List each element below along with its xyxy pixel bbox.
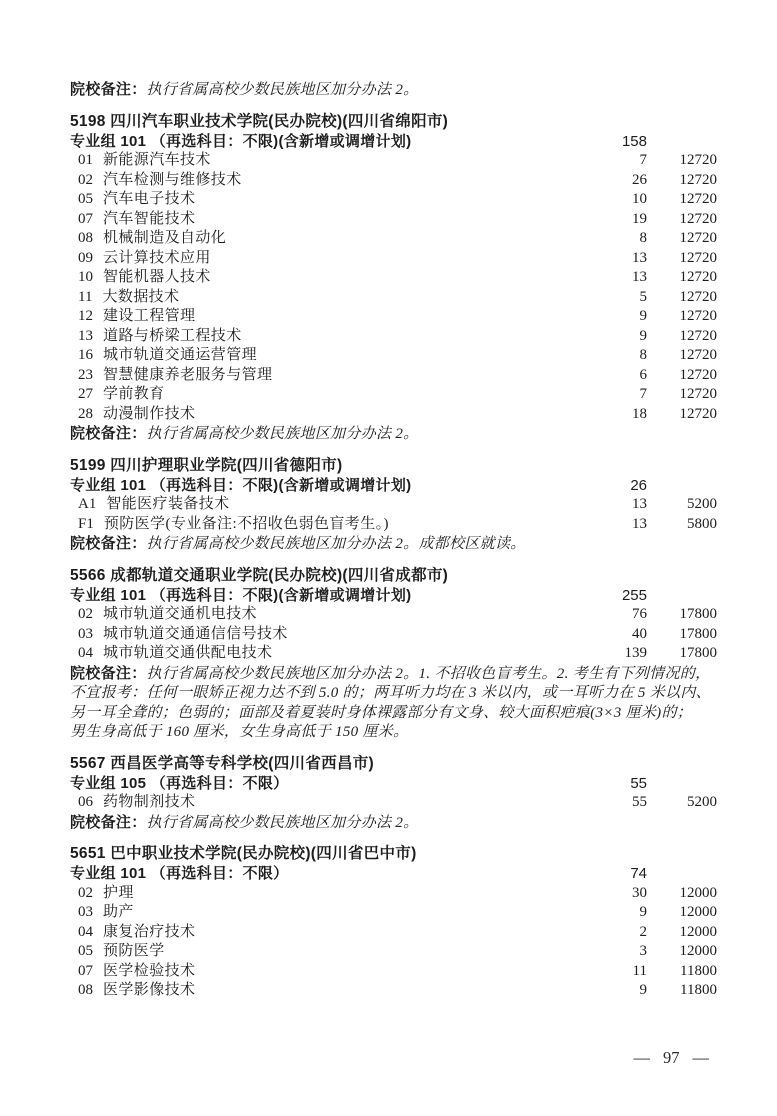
major-code: 03: [78, 625, 93, 642]
major-tuition-fee: 11800: [680, 962, 717, 979]
major-plan-count: 7: [639, 152, 647, 168]
major-code: 10: [78, 269, 93, 285]
major-plan-count: 5: [639, 288, 647, 305]
major-plan-count: 76: [632, 606, 647, 622]
major-name: 药物制剂技术: [103, 794, 196, 810]
major-code: 07: [78, 210, 93, 227]
major-tuition-fee: 12720: [679, 191, 717, 207]
remark-text: 执行省属高校少数民族地区加分办法 2。: [146, 82, 419, 98]
major-code: 13: [78, 327, 93, 344]
remark-text: 执行省属高校少数民族地区加分办法 2。: [146, 426, 419, 442]
major-tuition-fee: 12000: [679, 943, 717, 959]
major-code: 05: [78, 943, 93, 959]
major-tuition-fee: 12720: [679, 210, 717, 227]
major-code: 09: [78, 249, 93, 266]
group-plan-total: 74: [630, 865, 647, 882]
major-tuition-fee: 5200: [687, 496, 717, 512]
major-tuition-fee: 12720: [679, 308, 717, 324]
major-name: 城市轨道交通通信信号技术: [103, 625, 288, 642]
major-plan-count: 40: [632, 625, 647, 642]
major-name: 城市轨道交通机电技术: [103, 606, 258, 622]
major-row: [70, 884, 717, 904]
major-plan-count: 2: [639, 923, 647, 940]
major-row: [70, 171, 717, 191]
major-plan-count: 13: [632, 269, 647, 285]
major-tuition-fee: 5800: [687, 515, 717, 532]
group-plan-total: 255: [621, 586, 647, 604]
school-remark: [70, 424, 717, 445]
major-code: 12: [78, 308, 93, 324]
school-remark: [70, 80, 717, 101]
remark-text: 执行省属高校少数民族地区加分办法 2。: [146, 814, 419, 831]
major-tuition-fee: 12720: [679, 288, 717, 305]
major-row: [70, 229, 717, 249]
major-row: [70, 366, 717, 386]
group-plan-total: 158: [621, 132, 647, 150]
major-name: 城市轨道交通运营管理: [103, 347, 258, 363]
school-remark: [70, 664, 717, 743]
major-row: [70, 210, 717, 230]
major-plan-count: 8: [639, 347, 647, 363]
remark-label: 院校备注：: [70, 425, 147, 442]
major-plan-count: 9: [639, 308, 647, 324]
remark-line: [70, 664, 717, 685]
major-plan-count: 9: [639, 327, 647, 344]
major-code: 06: [78, 794, 93, 810]
major-name: 道路与桥梁工程技术: [103, 327, 242, 344]
major-group-row: [70, 864, 717, 884]
page-number: 97: [663, 1048, 680, 1067]
major-name: 汽车检测与维修技术: [103, 171, 242, 188]
major-tuition-fee: 12000: [679, 884, 717, 901]
major-plan-count: 8: [639, 230, 647, 246]
school-remark: [70, 534, 717, 555]
footer-dash-right: —: [692, 1048, 709, 1067]
major-tuition-fee: 12720: [679, 366, 717, 383]
major-tuition-fee: 12000: [679, 904, 717, 920]
major-code: 27: [78, 386, 93, 402]
major-name: 机械制造及自动化: [103, 230, 227, 246]
major-group-title: 专业组 101 （再选科目：不限)(含新增或调增计划): [70, 586, 412, 604]
major-plan-count: 19: [632, 210, 647, 227]
major-name: 医学影像技术: [103, 982, 196, 998]
remark-line: 男生身高低于 160 厘米，女生身高低于 150 厘米。: [70, 724, 409, 740]
major-plan-count: 55: [632, 794, 647, 810]
major-name: 助产: [103, 904, 134, 920]
major-tuition-fee: 17800: [679, 645, 717, 661]
major-code: 04: [78, 645, 93, 661]
school-block-5198: [70, 111, 717, 445]
major-code: 08: [78, 230, 93, 246]
major-row: [70, 793, 717, 813]
remark-text: 执行省属高校少数民族地区加分办法 2。成都校区就读。: [146, 536, 526, 552]
school-block-5567: [70, 753, 717, 834]
major-code: 07: [78, 962, 93, 979]
major-code: 05: [78, 191, 93, 207]
major-row: [70, 495, 717, 515]
major-name: 护理: [103, 884, 134, 901]
major-name: 医学检验技术: [103, 962, 196, 979]
major-tuition-fee: 12720: [679, 152, 717, 168]
major-group-row: [70, 774, 717, 794]
major-plan-count: 9: [639, 982, 647, 998]
major-plan-count: 13: [632, 496, 647, 512]
major-row: [70, 605, 717, 625]
major-tuition-fee: 17800: [679, 606, 717, 622]
major-row: [70, 405, 717, 425]
major-tuition-fee: 12720: [679, 405, 717, 422]
school-header: 5567 西昌医学高等专科学校(四川省西昌市): [70, 754, 375, 772]
school-block-5199: [70, 455, 717, 555]
page-footer: [634, 1048, 710, 1068]
remark-label: 院校备注：: [70, 81, 147, 98]
major-code: F1: [78, 515, 94, 532]
major-group-title: 专业组 101 （再选科目：不限）: [70, 865, 289, 882]
remark-text: 执行省属高校少数民族地区加分办法 2。1. 不招收色盲考生。2. 考生有下列情况的，: [146, 665, 711, 682]
major-plan-count: 30: [632, 884, 647, 901]
group-plan-total: 26: [630, 476, 647, 494]
major-row: [70, 962, 717, 982]
major-name: 云计算技术应用: [103, 249, 211, 266]
major-name: 预防医学: [103, 943, 165, 959]
major-group-title: 专业组 101 （再选科目：不限)(含新增或调增计划): [70, 476, 412, 494]
major-plan-count: 6: [639, 366, 647, 383]
major-group-row: [70, 132, 717, 152]
major-plan-count: 139: [624, 645, 647, 661]
remark-label: 院校备注：: [70, 813, 147, 831]
major-name: 智能机器人技术: [103, 269, 211, 285]
major-row: [70, 515, 717, 535]
major-group-title: 专业组 105 （再选科目：不限）: [70, 774, 289, 792]
major-name: 城市轨道交通供配电技术: [103, 645, 273, 661]
major-plan-count: 11: [632, 962, 647, 979]
major-group-row: [70, 586, 717, 606]
major-tuition-fee: 12720: [679, 230, 717, 246]
major-plan-count: 26: [632, 171, 647, 188]
major-code: A1: [78, 496, 97, 512]
major-tuition-fee: 12720: [679, 327, 717, 344]
major-code: 02: [78, 606, 93, 622]
major-row: [70, 644, 717, 664]
major-tuition-fee: 11800: [680, 982, 717, 998]
major-row: [70, 268, 717, 288]
major-tuition-fee: 12720: [679, 386, 717, 402]
major-tuition-fee: 17800: [679, 625, 717, 642]
major-code: 04: [78, 923, 93, 940]
major-row: [70, 151, 717, 171]
major-code: 11: [78, 288, 93, 305]
major-tuition-fee: 12720: [679, 249, 717, 266]
remark-line: 不宜报考：任何一眼矫正视力达不到 5.0 的；两耳听力均在 3 米以内，或一耳听力在 5 米以内、: [70, 685, 711, 701]
major-name: 智慧健康养老服务与管理: [103, 366, 273, 383]
major-row: [70, 346, 717, 366]
major-name: 汽车电子技术: [103, 191, 196, 207]
major-row: [70, 307, 717, 327]
major-name: 动漫制作技术: [103, 405, 196, 422]
major-row: [70, 288, 717, 308]
major-row: [70, 327, 717, 347]
major-plan-count: 13: [632, 249, 647, 266]
school-header: 5198 四川汽车职业技术学院(民办院校)(四川省绵阳市): [70, 112, 449, 130]
remark-label: 院校备注：: [70, 664, 147, 682]
major-name: 预防医学(专业备注:不招收色弱色盲考生。): [103, 515, 389, 532]
major-plan-count: 3: [639, 943, 647, 959]
major-code: 02: [78, 884, 93, 901]
school-header: 5199 四川护理职业学院(四川省德阳市): [70, 456, 343, 474]
major-plan-count: 7: [639, 386, 647, 402]
major-code: 08: [78, 982, 93, 998]
major-tuition-fee: 12720: [679, 171, 717, 188]
major-plan-count: 18: [632, 405, 647, 422]
school-header: 5566 成都轨道交通职业学院(民办院校)(四川省成都市): [70, 566, 449, 584]
major-plan-count: 13: [632, 515, 647, 532]
major-name: 建设工程管理: [103, 308, 196, 324]
major-tuition-fee: 12720: [679, 269, 717, 285]
major-name: 新能源汽车技术: [103, 152, 211, 168]
major-group-row: [70, 476, 717, 496]
major-name: 康复治疗技术: [103, 923, 196, 940]
school-block-5566: [70, 565, 717, 743]
major-code: 23: [78, 366, 93, 383]
school-header: 5651 巴中职业技术学院(民办院校)(四川省巴中市): [70, 845, 417, 862]
major-code: 16: [78, 347, 93, 363]
major-tuition-fee: 5200: [687, 794, 717, 810]
major-row: [70, 385, 717, 405]
major-row: [70, 942, 717, 962]
major-name: 汽车智能技术: [103, 210, 196, 227]
major-row: [70, 903, 717, 923]
major-tuition-fee: 12720: [679, 347, 717, 363]
major-group-title: 专业组 101 （再选科目：不限)(含新增或调增计划): [70, 132, 412, 150]
major-row: [70, 923, 717, 943]
group-plan-total: 55: [630, 774, 647, 792]
major-tuition-fee: 12000: [679, 923, 717, 940]
major-code: 02: [78, 171, 93, 188]
major-code: 01: [78, 152, 93, 168]
footer-dash-left: —: [633, 1048, 650, 1067]
remark-label: 院校备注：: [70, 535, 147, 552]
major-plan-count: 10: [632, 191, 647, 207]
major-name: 学前教育: [103, 386, 165, 402]
major-plan-count: 9: [639, 904, 647, 920]
major-row: [70, 625, 717, 645]
major-row: [70, 981, 717, 1001]
major-row: [70, 249, 717, 269]
major-name: 大数据技术: [102, 288, 180, 305]
remark-line: 另一耳全聋的；色弱的；面部及着夏装时身体裸露部分有文身、较大面积疤痕(3×3 厘米)的；: [70, 704, 693, 721]
document-page-content: [70, 80, 717, 1001]
school-remark: [70, 813, 717, 834]
major-row: [70, 190, 717, 210]
major-code: 03: [78, 904, 93, 920]
major-name: 智能医疗装备技术: [106, 496, 230, 512]
school-block-5651: [70, 843, 717, 1001]
major-code: 28: [78, 405, 93, 422]
